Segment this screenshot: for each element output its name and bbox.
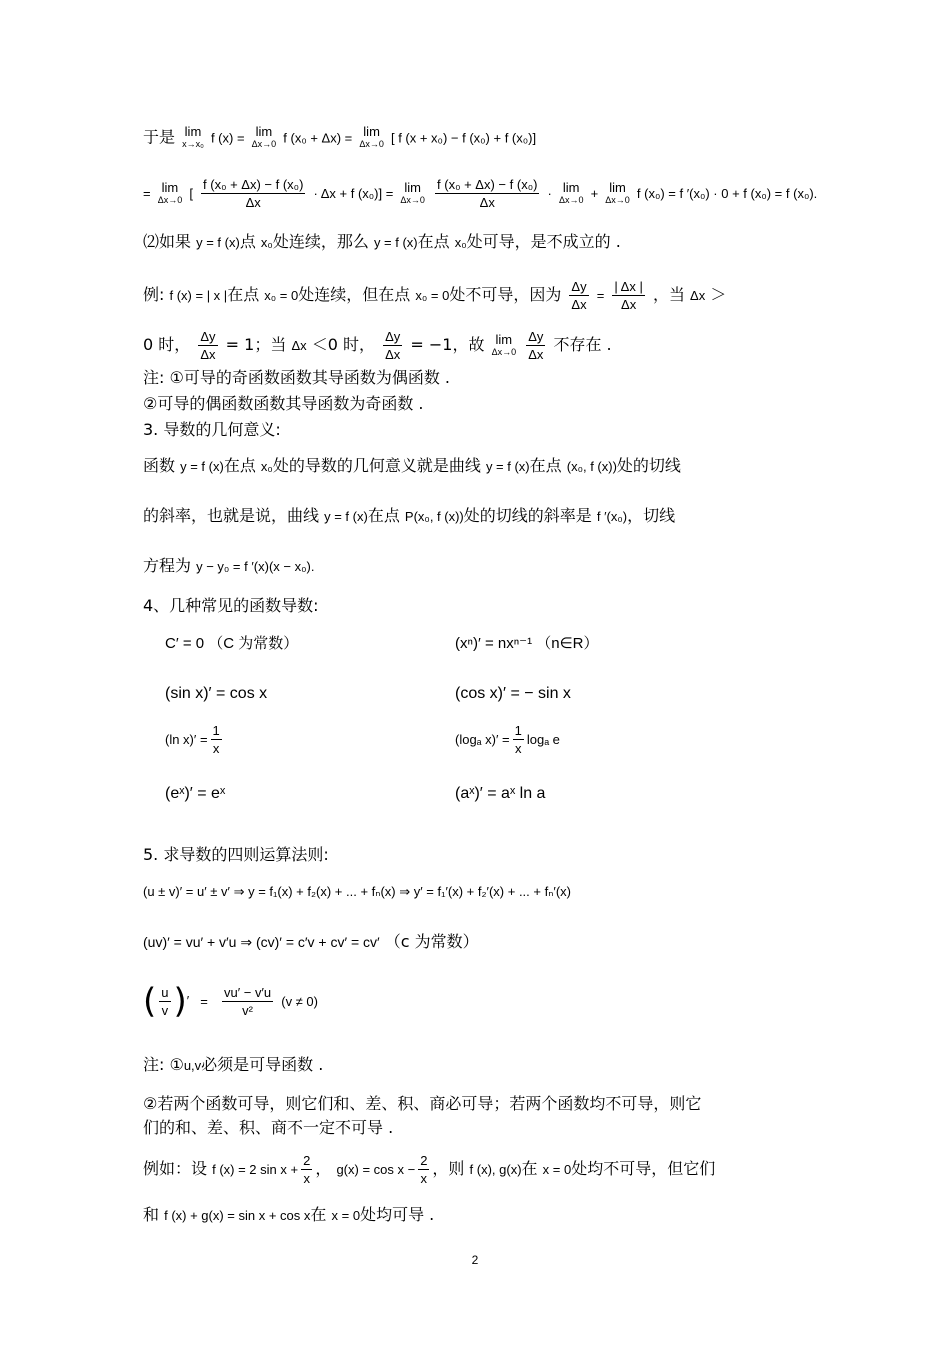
formula-sin: (sin x)′ = cos x: [165, 685, 268, 702]
limit-expr: lim Δx→0: [558, 179, 584, 205]
note-even-function: ②可导的偶函数函数其导函数为奇函数 .: [143, 394, 424, 413]
note-odd-function: 注: ①可导的奇函数函数其导函数为偶函数 .: [143, 368, 450, 387]
limit-derivation-line-1: [143, 126, 810, 150]
fraction: $\frac{\Delta y}{\Delta x}$: [200, 329, 216, 362]
limit-derivation-line-2: = lim Δx→0 [ $\frac{\text{f (x₀ + Δx) − f (x₀)}}{\Delta x}$ · Δx + f (x₀)] = lim Δx→0 $\frac{\text{f (x₀ + Δx) − f (x₀)}}{\Delta x}$ · lim Δx→0 + lim Δx→0 f (x₀) = f ′(x₀) · 0 + f (x₀) = f (x₀).: [143, 177, 818, 210]
limit-expr: lim Δx→0: [157, 179, 183, 205]
math: f (x) =: [210, 130, 245, 146]
geometry-line-3: 方程为 y − y₀ = f ′(x)(x − x₀).: [143, 556, 315, 575]
rule-product: (uv)′ = vu′ + v′u ⇒ (cv)′ = c′v + cv′ = cv′ （c 为常数）: [143, 932, 479, 951]
limit-expr: lim x→x₀: [182, 124, 204, 149]
section-3-heading: 3. 导数的几何意义:: [143, 420, 281, 439]
text: 于是: [143, 127, 176, 147]
limit-expr: lim Δx→0: [491, 331, 517, 357]
example-abs-line-2: 0 时， $\frac{\Delta y}{\Delta x}$ = 1；当 Δx ＜0 时， $\frac{\Delta y}{\Delta x}$ = −1，故 lim Δx→0 $\frac{\Delta y}{\Delta x}$ 不存在 .: [143, 329, 612, 362]
formula-log: (logₐ x)′ = $\frac{1}{x}$ logₐ e: [455, 723, 560, 756]
derivative-table: [0, 634, 950, 814]
formula-exp-a: (aˣ)′ = aˣ ln a: [455, 785, 546, 802]
formula-ln: (ln x)′ = $\frac{1}{x}$: [165, 723, 220, 756]
geometry-line-2: 的斜率，也就是说，曲线 y = f (x)在点 P(x₀, f (x))处的切线的斜率是 f ′(x₀)，切线: [143, 506, 676, 525]
rule-quotient: ( $\frac{u}{v}$ )′ = $\frac{vu' - v'u}{\text{v²}}$ (v ≠ 0): [143, 981, 318, 1022]
fraction: $\frac{\text{f (x₀ + Δx) − f (x₀)}}{\Delta x}$: [203, 177, 304, 210]
continuity-statement: ⑵如果 y = f (x)点 x₀处连续，那么 y = f (x)在点 x₀处可导，是不成立的 .: [143, 232, 621, 251]
fraction: $\frac{\Delta y}{\Delta x}$: [571, 279, 587, 312]
limit-expr: lim Δx→0: [400, 179, 425, 205]
math: [ f (x + x₀) − f (x₀) + f (x₀)]: [390, 130, 537, 146]
limit-expr: lim Δx→0: [359, 124, 384, 149]
section-4-heading: 4、几种常见的函数导数:: [143, 596, 319, 615]
section-5-heading: 5. 求导数的四则运算法则:: [143, 845, 329, 864]
rule-sum: (u ± v)′ = u′ ± v′ ⇒ y = f₁(x) + f₂(x) + ... + fₙ(x) ⇒ y′ = f₁′(x) + f₂′(x) + ... + fₙ′(x): [143, 884, 571, 899]
geometry-line-1: 函数 y = f (x)在点 x₀处的导数的几何意义就是曲线 y = f (x)在点 (x₀, f (x))处的切线: [143, 456, 681, 475]
formula-cos: (cos x)′ = − sin x: [455, 685, 571, 702]
formula-constant: C′ = 0 （C 为常数）: [165, 635, 299, 652]
page-number: 2: [471, 1253, 479, 1267]
fraction: $\frac{\text{f (x₀ + Δx) − f (x₀)}}{\Delta x}$: [437, 177, 538, 210]
formula-power: (xⁿ)′ = nxⁿ⁻¹ （n∈R）: [455, 635, 599, 652]
fraction: $\frac{\Delta y}{\Delta x}$: [385, 329, 401, 362]
note-combination-1: ②若两个函数可导，则它们和、差、积、商必可导；若两个函数均不可导，则它: [143, 1094, 702, 1113]
fraction: $\frac{\Delta y}{\Delta x}$: [528, 329, 544, 362]
formula-exp: (eˣ)′ = eˣ: [165, 785, 226, 802]
note-combination-2: 们的和、差、积、商不一定不可导 .: [143, 1118, 394, 1137]
limit-expr: lim Δx→0: [251, 124, 277, 149]
math: f (x₀ + Δx) =: [283, 130, 353, 146]
note-differentiable: 注: ①u,v必须是可导函数 .: [143, 1055, 324, 1074]
limit-expr: lim Δx→0: [605, 179, 630, 205]
example-abs-line-1: 例: f (x) = | x |在点 x₀ = 0处连续，但在点 x₀ = 0处不可导，因为 $\frac{\Delta y}{\Delta x}$ = $\frac{| \Delta x |}{\Delta x}$ ，当 Δx ＞: [143, 279, 727, 312]
example-sin-cos-2: 和 f (x) + g(x) = sin x + cos x在 x = 0处均可导 .: [143, 1205, 435, 1224]
fraction: $\frac{| \Delta x |}{\Delta x}$: [614, 279, 643, 312]
example-sin-cos-1: 例如：设 f (x) = 2 sin x + $\frac{2}{x}$ ， g(x) = cos x − $\frac{2}{x}$ ，则 f (x), g(x)在 x = 0处均不可导，但它们: [143, 1153, 716, 1186]
